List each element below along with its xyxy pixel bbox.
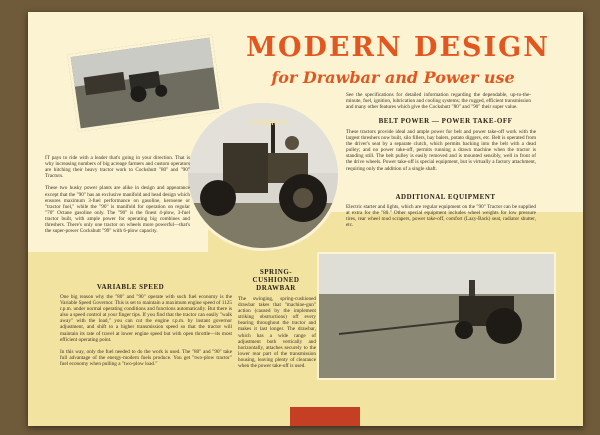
headline-title: MODERN DESIGN	[246, 32, 550, 63]
red-page-strip	[290, 407, 360, 426]
variable-speed-heading: VARIABLE SPEED	[96, 283, 165, 291]
brochure-page	[28, 12, 583, 426]
left-intro-text: IT pays to ride with a leader that's going in your direction. That is why increasing numbers of big acreage farmers and custom operators are hitching their heavy tractor work to Cockshutt "80" and "90" Tractors. These two husky power plants are alike in design and appearance except that the "90" has an exclusive manifold and head design which ensures maximum 3-fuel performance on gasoline, kerosene or "tractor fuel," while the "90" is manifold for operation on regular "70" Octane gasoline only. The "90" is the finest 4-plow, 3-fuel tractor built, with ample power for operating big combines and threshers. There's only one tractor on wheels more powerful—that's the super-power Cockshutt "99" with 6-plow capacity.	[45, 155, 190, 235]
tractor-photo-circle	[185, 100, 341, 251]
drawbar-heading: SPRING- CUSHIONED DRAWBAR	[252, 268, 300, 292]
drawbar-photo	[317, 252, 556, 380]
tractor-badge: COCKSHUTT	[250, 121, 288, 127]
additional-equipment-heading: ADDITIONAL EQUIPMENT	[395, 193, 496, 201]
intro-right-text: See the specifications for detailed information regarding the dependable, up-to-the-minute, fuel, ignition, lubrication and cooling systems; the rugged, efficient transmission and many other features which give the Cockshutt "80" and "90" their super value.	[346, 92, 531, 111]
belt-power-heading: BELT POWER — POWER TAKE-OFF	[378, 117, 513, 125]
drawbar-text: The swinging, spring-cushioned drawbar takes that "machine-gun" action (caused by the implement striking obstructions) off every bearing throughout the tractor and makes it last longer. The drawbar, which has a wide range of adjustment both vertically and horizontally, attaches securely to the lower rear part of the transmission housing, leaving plenty of clearance when the power take-off is used.	[238, 296, 316, 370]
belt-power-text: These tractors provide ideal and ample power for belt and power take-off work with the largest threshers now built, silo fillers, hay balers, potato diggers, etc. Belt is operated from the driver's seat by a separate clutch, which permits backing into the belt with a dead pulley; and no power take-off, permits running a drawn machine when the tractor is standing still. The belt pulley is easily removed and is mounted sensibly, well in front of the drive wheels. Power take-off is special equipment, but is virtually a factory attachment, requiring only the addition of a single shaft.	[346, 129, 536, 172]
additional-equipment-text: Electric starter and lights, which are regular equipment on the "90" Tractor can be supplied at extra for the "80." Other special equipment includes wheel weights for low pressure tires, rear wheel mud scrapers, power take-off, comfort (Lazy-Back) seat, radiator shutter, etc.	[346, 204, 536, 229]
variable-speed-text: One big reason why the "80" and "90" operate with such fuel economy is the Variable Speed Governor. This is set to maintain a maximum engine speed of 1125 r.p.m. under normal operating conditions and functions automatically. But there is also a speed control at your finger tips. If you find that the tractor can easily "walk away" with the load," you can cut the engine r.p.m. by instant governor adjustment, and shift to a higher transmission speed so that the tractor will maintain its rate of travel at lower engine speed but with open throttle—its most efficient operating point. In this way, only the fuel needed to do the work is used. The "80" and "90" take full advantage of the energy-modern fuels produce. You get "two-plow tractor" fuel economy when pulling a "two-plow load."	[60, 294, 232, 368]
headline-subtitle: for Drawbar and Power use	[271, 68, 515, 87]
